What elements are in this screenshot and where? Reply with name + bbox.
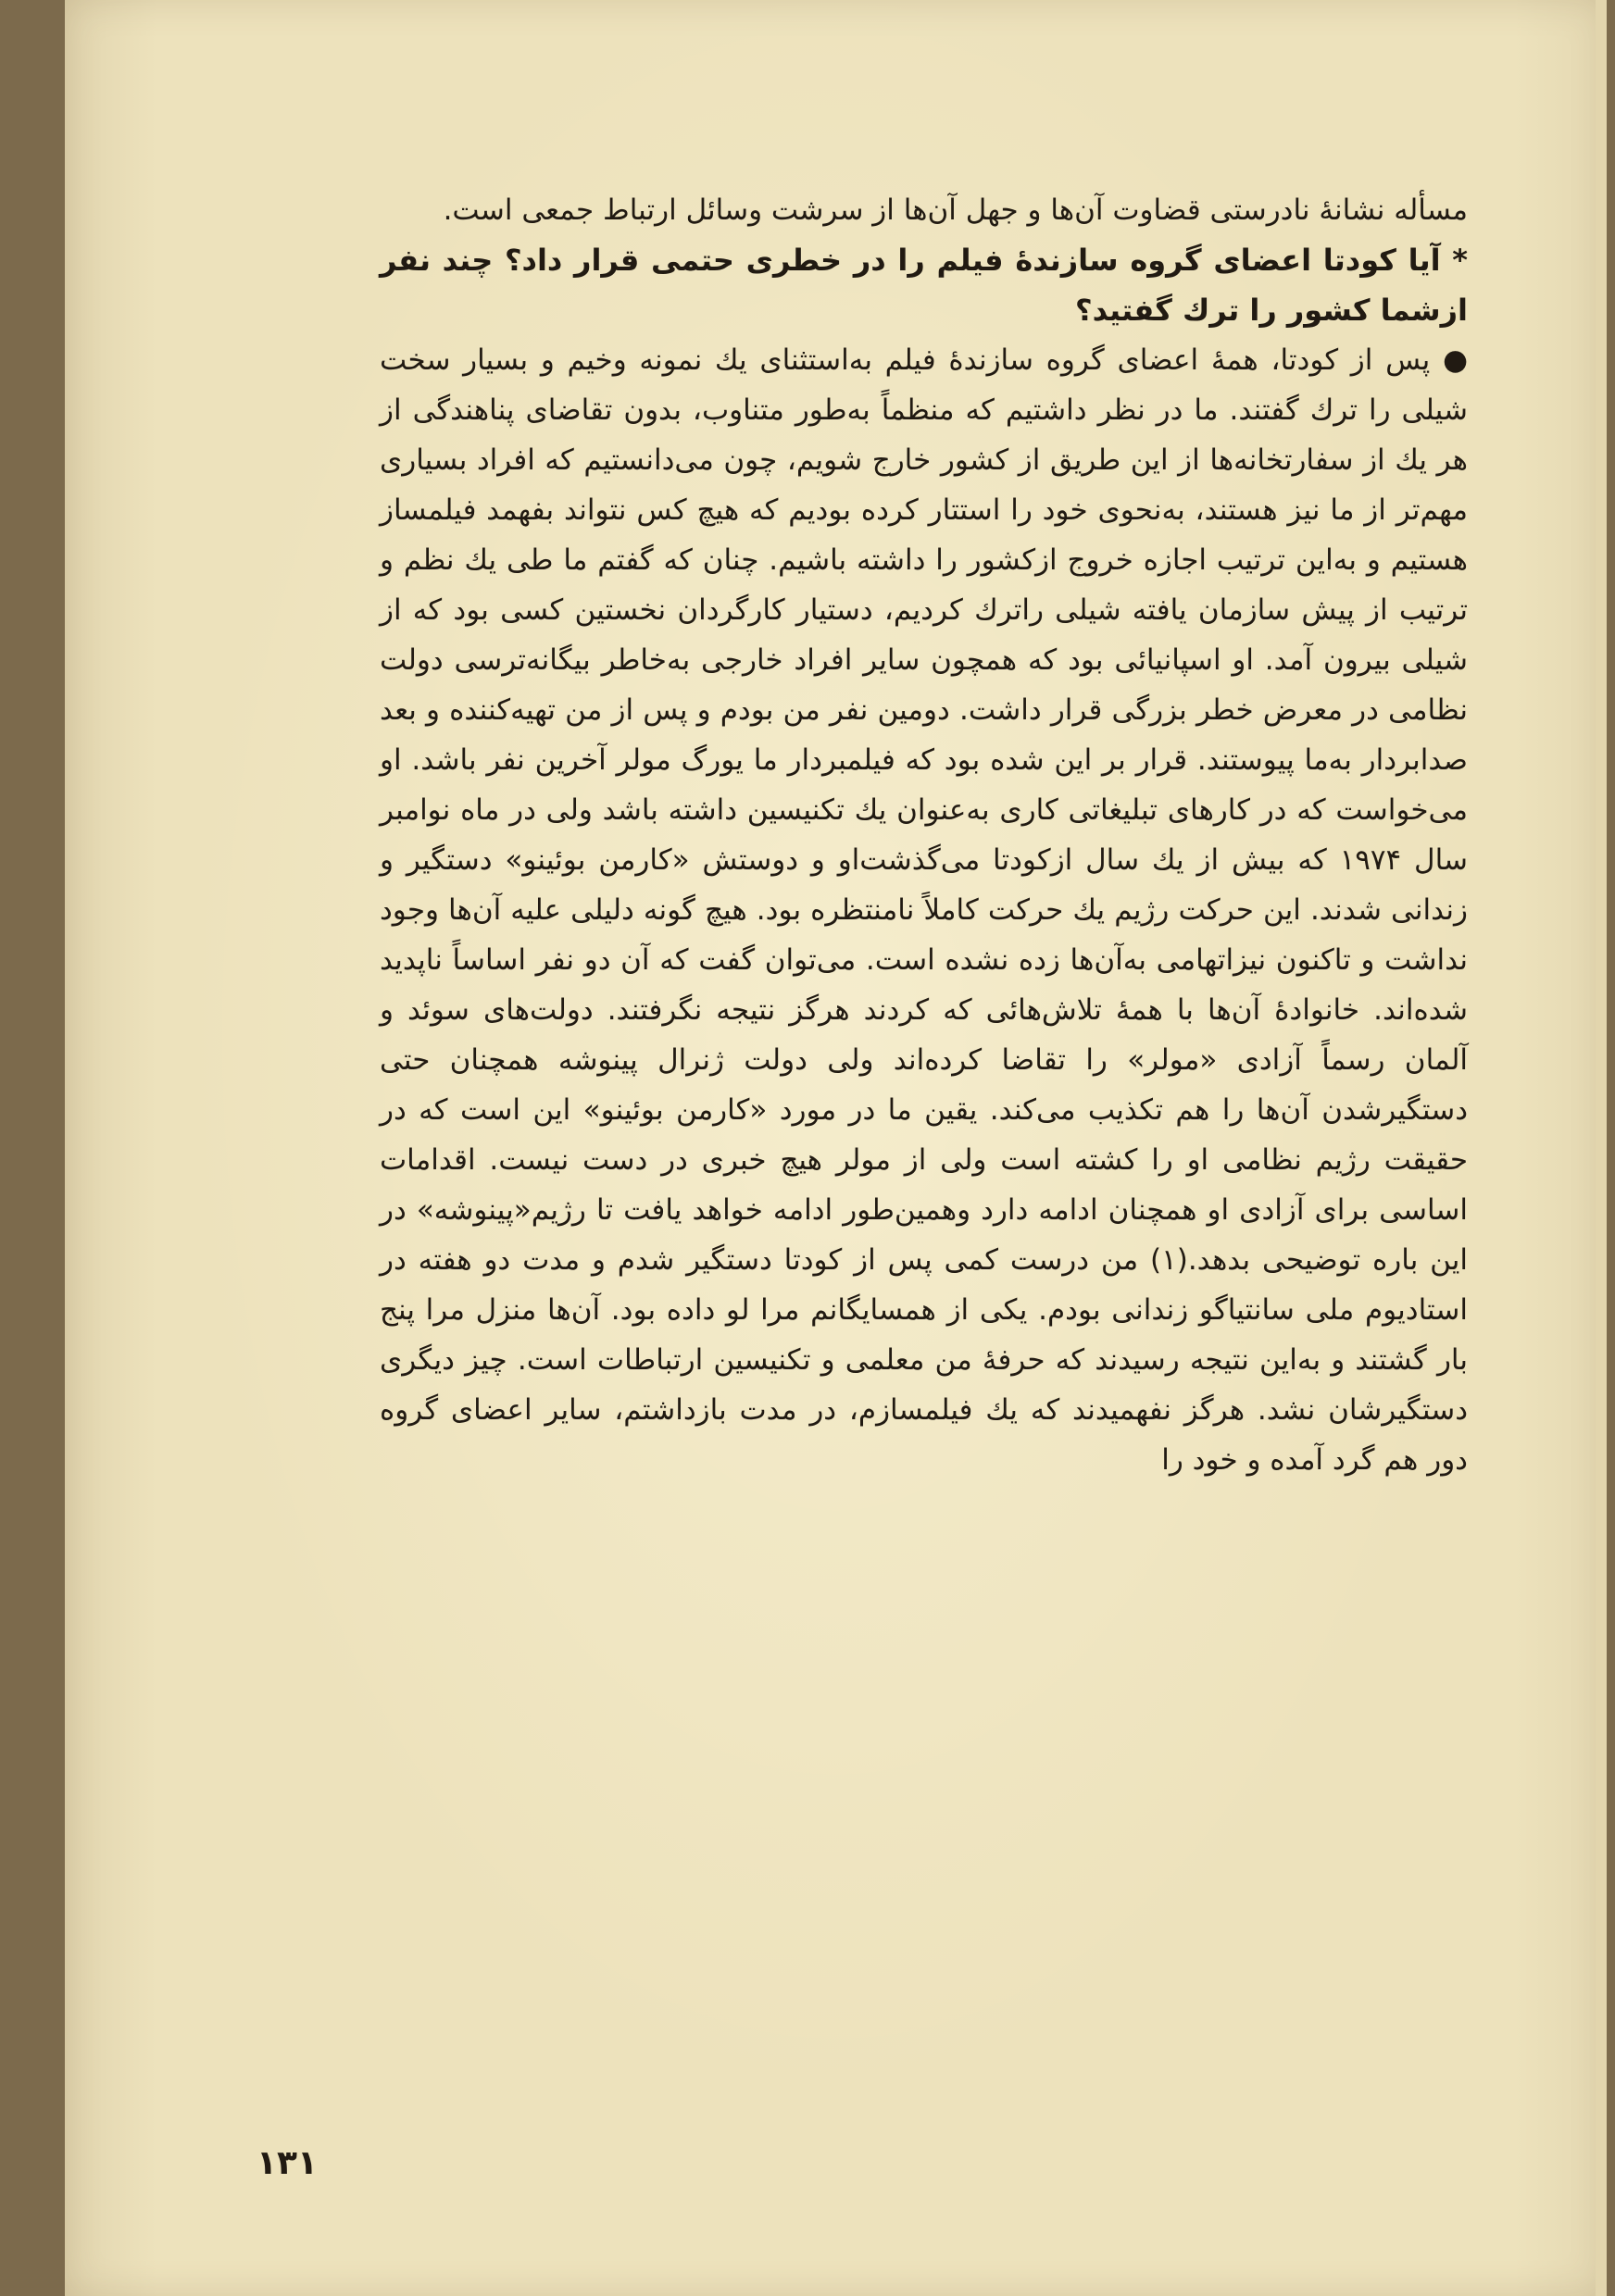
interview-answer: ● پس از کودتا، همهٔ اعضای گروه سازندهٔ فیلم به‌استثنای یك نمونه وخیم و بسیار سخت شیلی را ترك گفتند. ما در نظر داشتیم که منظماً به‌طور متناوب، بدون تقاضای پناهندگی از هر یك از سفارتخانه‌ها از این طریق از کشور خارج شویم، چون می‌دانستیم که افراد بسیاری مهم‌تر از ما نیز هستند، به‌نحوی خود را استتار کرده بودیم که هیچ کس نتواند بفهمد فیلمساز هستیم و به‌این ترتیب اجازه خروج ازکشور را داشته باشیم. چنان که گفتم ما طی یك نظم و ترتیب از پیش سازمان یافته شیلی راترك کردیم، دستیار کارگردان نخستین کسی بود که از شیلی بیرون آمد. او اسپانیائی بود که همچون سایر افراد خارجی به‌خاطر بیگانه‌ترسی دولت نظامی در معرض خطر بزرگی قرار داشت. دومین نفر من بودم و پس از من تهیه‌کننده و بعد صدابردار به‌ما پیوستند. قرار بر این شده بود که فیلمبردار ما یورگ مولر آخرین نفر باشد. او می‌خواست که در کارهای تبلیغاتی کاری به‌عنوان یك تکنیسین داشته باشد ولی در ماه نوامبر سال ۱۹۷۴ که بیش از یك سال ازکودتا می‌گذشت‌او و دوستش «کارمن بوئینو» دستگیر و زندانی شدند. این حرکت رژیم یك حرکت کاملاً نامنتظره بود. هیچ گونه دلیلی علیه آن‌ها وجود نداشت و تاکنون نیزاتهامی به‌آن‌ها زده نشده است. می‌توان گفت که آن دو نفر اساساً ناپدید شده‌اند. خانوادهٔ آن‌ها با همهٔ تلاش‌هائی که کردند هرگز نتیجه نگرفتند. دولت‌های سوئد و آلمان رسماً آزادی «مولر» را تقاضا کرده‌اند ولی دولت ژنرال پینوشه همچنان حتی دستگیرشدن آن‌ها را هم تکذیب می‌کند. یقین ما در مورد «کارمن بوئینو» این است که در حقیقت رژیم نظامی او را کشته است ولی از مولر هیچ خبری در دست نیست. اقدامات اساسی برای آزادی او همچنان ادامه دارد وهمین‌طور ادامه خواهد یافت تا رژیم«پینوشه» در این باره توضیحی بدهد.(۱) من درست کمی پس از کودتا دستگیر شدم و مدت دو هفته در استادیوم ملی سانتیاگو زندانی بودم. یکی از همسایگانم مرا لو داده بود. آن‌ها منزل مرا پنج بار گشتند و به‌این نتیجه رسیدند که حرفهٔ من معلمی و تکنیسین ارتباطات است. چیز دیگری دستگیرشان نشد. هرگز نفهمیدند که یك فیلمسازم، در مدت بازداشتم، سایر اعضای گروه دور هم گرد آمده و خود را xyxy=(380,343,1469,1477)
body-text xyxy=(380,185,1468,1485)
page-number: ۱۳۱ xyxy=(257,2144,318,2182)
interview-question: * آیا کودتا اعضای گروه سازندهٔ فیلم را در خطری حتمی قرار داد؟ چند نفر ازشما کشور را ترك گفتید؟ xyxy=(380,243,1468,328)
book-page xyxy=(65,0,1607,2296)
intro-paragraph: مسأله نشانهٔ نادرستی قضاوت آن‌ها و جهل آن‌ها از سرشت وسائل ارتباط جمعی است. xyxy=(443,193,1468,227)
page-edge xyxy=(1596,0,1607,2296)
